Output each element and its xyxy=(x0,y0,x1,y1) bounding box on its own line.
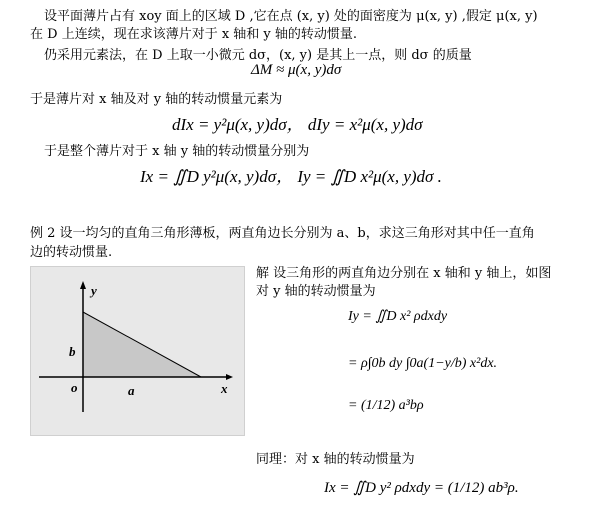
side-label-a: a xyxy=(128,383,135,398)
paragraph-1-line-1: 设平面薄片占有 xoy 面上的区域 D ,它在点 (x, y) 处的面密度为 μ(x, y) ,假定 μ(x, y) xyxy=(44,9,538,24)
triangle-diagram xyxy=(31,267,244,435)
similar-line: 同理：对 x 轴的转动惯量为 xyxy=(256,452,415,467)
solution-line-1: 解 设三角形的两直角边分别在 x 轴和 y 轴上，如图 xyxy=(256,266,552,281)
example-2-line-1: 例 2 设一均匀的直角三角形薄板，两直角边长分别为 a、b，求这三角形对其中任一直角 xyxy=(30,226,535,241)
triangle-shape xyxy=(83,312,201,377)
solution-line-2: 对 y 轴的转动惯量为 xyxy=(256,284,376,299)
axis-label-x: x xyxy=(221,381,228,396)
equation-Ix-result: Ix = ∬D y² ρdxdy = (1/12) ab³ρ. xyxy=(324,480,519,496)
x-axis-arrow xyxy=(226,374,233,380)
equation-total-inertia: Ix = ∬D y²μ(x, y)dσ， Iy = ∬D x²μ(x, y)dσ . xyxy=(140,167,442,186)
side-label-b: b xyxy=(69,344,76,359)
paragraph-1-line-2: 在 D 上连续，现在求该薄片对于 x 轴和 y 轴的转动惯量. xyxy=(30,27,358,42)
equation-mass-element: ΔM ≈ μ(x, y)dσ xyxy=(251,62,342,78)
equation-Iy-result: = (1/12) a³bρ xyxy=(348,398,424,413)
equation-Iy-integral: Iy = ∬D x² ρdxdy xyxy=(348,309,448,324)
paragraph-2-line-1: 仍采用元素法，在 D 上取一小微元 dσ，(x, y) 是其上一点，则 dσ 的质量 xyxy=(44,48,472,63)
paragraph-4: 于是整个薄片对于 x 轴 y 轴的转动惯量分别为 xyxy=(44,144,310,159)
axis-label-y: y xyxy=(91,283,97,298)
origin-label-o: o xyxy=(71,380,78,395)
y-axis-arrow xyxy=(80,281,86,289)
example-2-line-2: 边的转动惯量. xyxy=(30,245,113,260)
triangle-figure xyxy=(30,266,245,436)
equation-inertia-elements: dIx = y²μ(x, y)dσ， dIy = x²μ(x, y)dσ xyxy=(172,115,423,134)
equation-Iy-iterated: = ρ∫0b dy ∫0a(1−y/b) x²dx. xyxy=(348,356,498,371)
paragraph-3: 于是薄片对 x 轴及对 y 轴的转动惯量元素为 xyxy=(30,92,283,107)
